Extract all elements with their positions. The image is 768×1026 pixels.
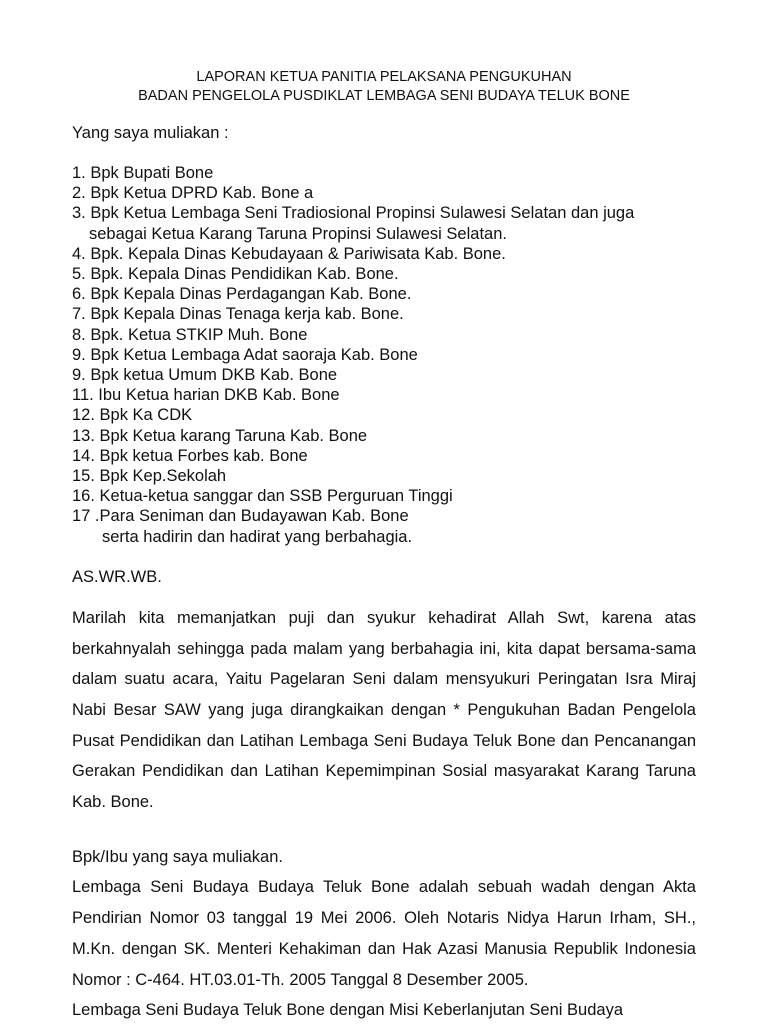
list-item: 16. Ketua-ketua sanggar dan SSB Perguruan Tinggi bbox=[72, 487, 453, 506]
list-item: 13. Bpk Ketua karang Taruna Kab. Bone bbox=[72, 426, 368, 445]
list-item-continuation: serta hadirin dan hadirat yang berbahagia. bbox=[102, 527, 413, 546]
list-item: 3. Bpk Ketua Lembaga Seni Tradiosional Propinsi Sulawesi Selatan dan juga bbox=[72, 204, 635, 223]
list-item: 11. Ibu Ketua harian DKB Kab. Bone bbox=[72, 386, 340, 405]
title-line-1: LAPORAN KETUA PANITIA PELAKSANA PENGUKUHAN bbox=[196, 69, 572, 85]
paragraph-2: Bpk/Ibu yang saya muliakan. bbox=[72, 847, 283, 866]
list-item: 2. Bpk Ketua DPRD Kab. Bone a bbox=[72, 184, 314, 203]
title-line-2: BADAN PENGELOLA PUSDIKLAT LEMBAGA SENI BUDAYA TELUK BONE bbox=[138, 88, 630, 104]
paragraph-1: Marilah kita memanjatkan puji dan syukur kehadirat Allah Swt, karena atas berkahnyalah sehingga pada malam yang berbahagia ini, kita dapat bersama-sama dalam suatu acara, Yaitu Pagelaran Seni dalam mensyukuri Peringatan Isra Miraj Nabi Besar SAW yang juga dirangkaikan dengan * Pengukuhan Badan Pengelola Pusat Pendidikan dan Latihan Lembaga Seni Budaya Teluk Bone dan Pencanangan Gerakan Pendidikan dan Latihan Kepemimpinan Sosial masyarakat Karang Taruna Kab. Bone. bbox=[72, 608, 696, 812]
document-title bbox=[72, 68, 696, 106]
list-item: 9. Bpk Ketua Lembaga Adat saoraja Kab. Bone bbox=[72, 345, 418, 364]
list-item: 12. Bpk Ka CDK bbox=[72, 406, 193, 425]
list-item: 7. Bpk Kepala Dinas Tenaga kerja kab. Bone. bbox=[72, 305, 404, 324]
addressee-list bbox=[72, 163, 696, 547]
paragraph-4: Lembaga Seni Budaya Teluk Bone dengan Misi Keberlanjutan Seni Budaya bbox=[72, 1001, 624, 1020]
list-item: 1. Bpk Bupati Bone bbox=[72, 164, 214, 182]
list-item: 9. Bpk ketua Umum DKB Kab. Bone bbox=[72, 366, 338, 385]
list-item: 6. Bpk Kepala Dinas Perdagangan Kab. Bone. bbox=[72, 285, 412, 304]
list-item-continuation: sebagai Ketua Karang Taruna Propinsi Sulawesi Selatan. bbox=[89, 224, 507, 243]
list-item: 5. Bpk. Kepala Dinas Pendidikan Kab. Bone. bbox=[72, 265, 399, 284]
list-item: 17 .Para Seniman dan Budayawan Kab. Bone bbox=[72, 507, 409, 526]
greeting: AS.WR.WB. bbox=[72, 567, 162, 586]
document-page bbox=[72, 68, 696, 1026]
salutation: Yang saya muliakan : bbox=[72, 124, 229, 142]
list-item: 14. Bpk ketua Forbes kab. Bone bbox=[72, 446, 308, 465]
list-item: 8. Bpk. Ketua STKIP Muh. Bone bbox=[72, 325, 308, 344]
list-item: 4. Bpk. Kepala Dinas Kebudayaan & Pariwisata Kab. Bone. bbox=[72, 244, 506, 263]
list-item: 15. Bpk Kep.Sekolah bbox=[72, 467, 227, 486]
paragraph-3: Lembaga Seni Budaya Budaya Teluk Bone adalah sebuah wadah dengan Akta Pendirian Nomor 03 tanggal 19 Mei 2006. Oleh Notaris Nidya Harun Irham, SH., M.Kn. dengan SK. Menteri Kehakiman dan Hak Azasi Manusia Republik Indonesia Nomor : C-464. HT.03.01-Th. 2005 Tanggal 8 Desember 2005. bbox=[72, 878, 696, 989]
